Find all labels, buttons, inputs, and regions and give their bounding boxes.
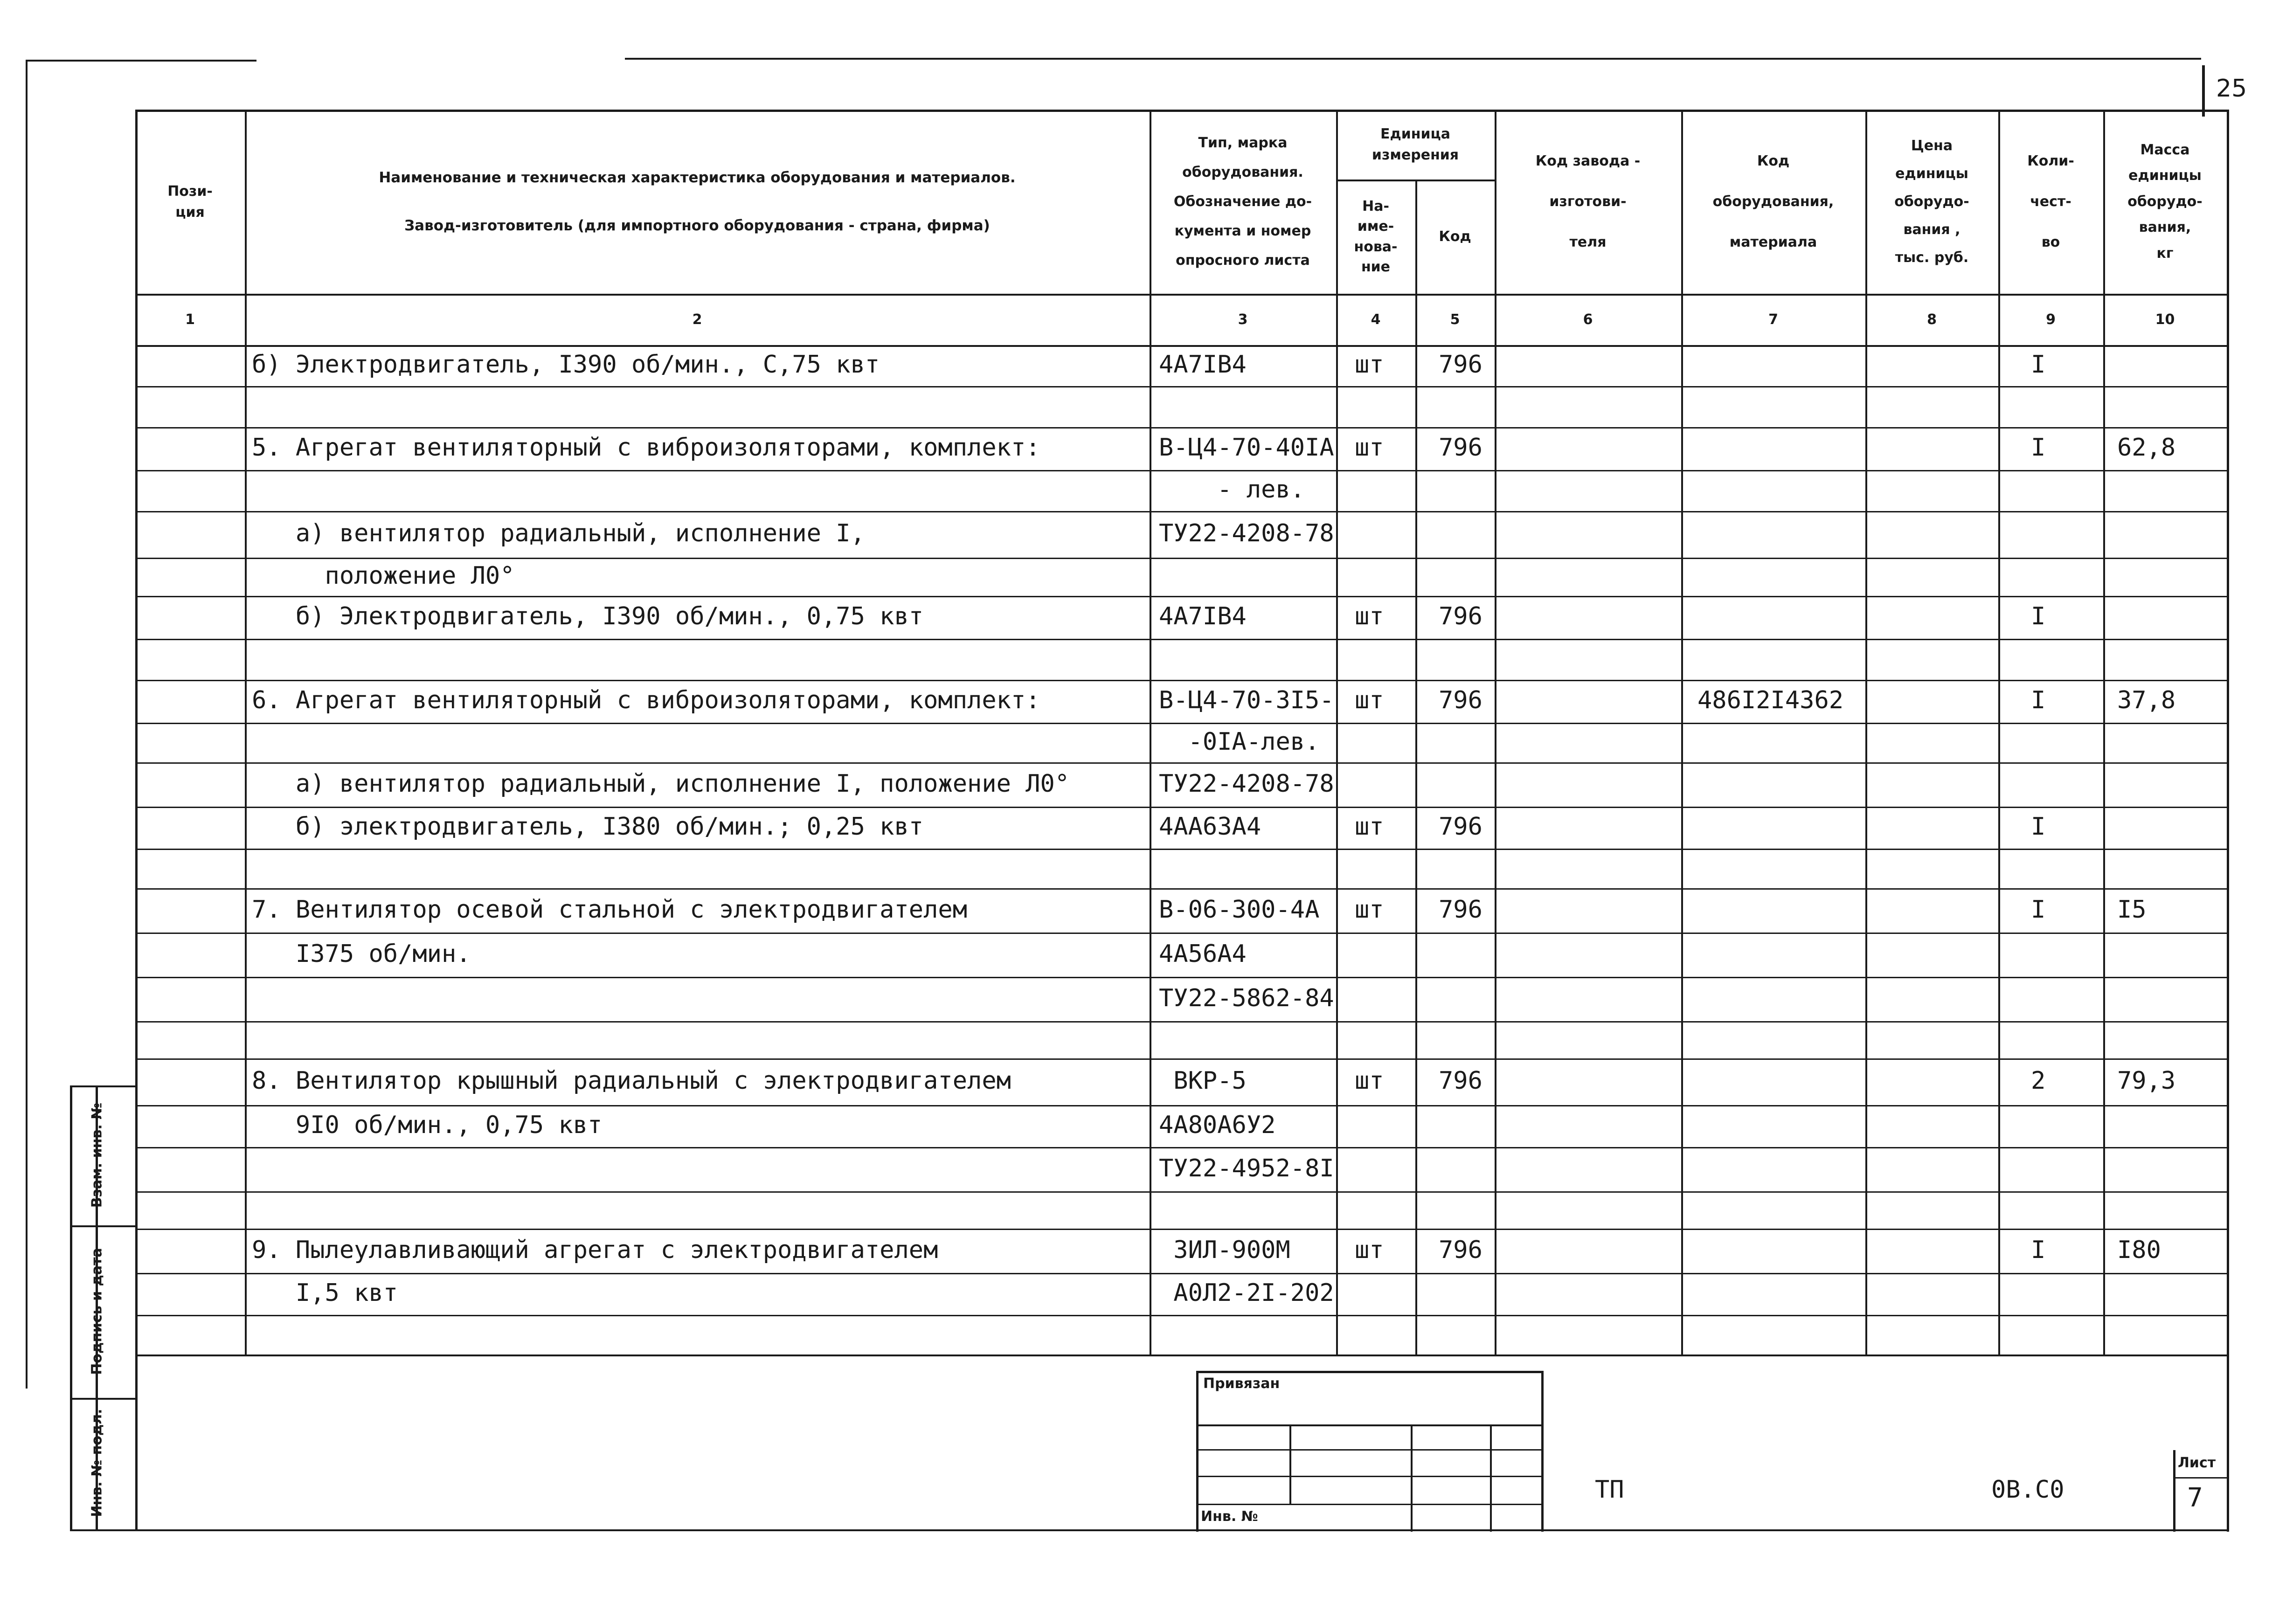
column-number: 8 [1927, 311, 1937, 328]
item-type: 4А7IВ4 [1159, 602, 1247, 630]
row-divider [135, 680, 2227, 681]
row-divider [135, 1229, 2227, 1230]
row-divider [135, 1191, 2227, 1193]
item-type: В-Ц4-70-3I5- [1159, 686, 1334, 714]
item-type: В-Ц4-70-40IА [1159, 434, 1334, 462]
item-unit-code: 796 [1439, 686, 1482, 714]
item-unit: шт [1355, 813, 1384, 841]
item-name: б) Электродвигатель, I390 об/мин., 0,75 квт [252, 602, 924, 630]
item-type: ЗИЛ-900М [1159, 1236, 1290, 1264]
title-block-right [1541, 1371, 1544, 1532]
item-unit-code: 796 [1439, 1067, 1482, 1095]
item-quantity: I [2031, 434, 2046, 462]
title-block-v1 [1289, 1424, 1291, 1505]
row-divider [135, 1147, 2227, 1148]
header-price: Цена единицы оборудо- вания , тыс. руб. [1894, 137, 1969, 266]
inv-number-label: Инв. № [1201, 1508, 1258, 1525]
item-equipment-code: 486I2I4362 [1697, 686, 1844, 714]
row-divider [135, 1058, 2227, 1060]
stamp-signature-date: Подпись и дата [89, 1248, 105, 1375]
item-name: I,5 квт [252, 1279, 398, 1307]
item-type: 4А80А6У2 [1159, 1111, 1276, 1139]
item-unit-code: 796 [1439, 434, 1482, 462]
header-mass: Масса единицы оборудо- вания, кг [2127, 141, 2203, 262]
item-type: 4АА63А4 [1159, 813, 1261, 841]
sheet-number: 7 [2187, 1483, 2203, 1513]
column-number: 1 [185, 311, 195, 328]
item-type: 4А7IВ4 [1159, 351, 1247, 379]
sheet-label: Лист [2178, 1455, 2216, 1471]
title-block-top [1196, 1371, 1544, 1373]
header-quantity: Коли- чест- во [2027, 153, 2074, 250]
row-divider [135, 1105, 2227, 1106]
item-mass: 62,8 [2117, 434, 2176, 462]
header-equipment-code: Код оборудования, материала [1712, 153, 1834, 250]
item-name: 5. Агрегат вентиляторный с виброизоляторами, комплект: [252, 434, 1040, 462]
tp-label: ТП [1595, 1476, 1624, 1504]
item-unit: шт [1355, 895, 1384, 924]
item-type: -0IА-лев. [1159, 727, 1320, 756]
item-name: 9I0 об/мин., 0,75 квт [252, 1111, 603, 1139]
page-number: 25 [2216, 75, 2247, 103]
item-type: ТУ22-4208-78 [1159, 769, 1334, 798]
column-number: 7 [1768, 311, 1778, 328]
item-type: ТУ22-5862-84 [1159, 984, 1334, 1012]
header-name: Наименование и техническая характеристика оборудования и материалов. Завод-изготовитель (для импортного оборудования - страна, фирма) [379, 169, 1016, 234]
row-divider [135, 558, 2227, 559]
item-quantity: I [2031, 813, 2046, 841]
item-quantity: I [2031, 602, 2046, 630]
column-number: 4 [1371, 311, 1381, 328]
numbers-bottom-border [135, 345, 2227, 347]
item-quantity: I [2031, 895, 2046, 924]
item-name: б) электродвигатель, I380 об/мин.; 0,25 квт [252, 813, 924, 841]
item-quantity: I [2031, 686, 2046, 714]
header-unit-group: Единица измерения [1372, 126, 1459, 163]
item-unit-code: 796 [1439, 1236, 1482, 1264]
item-name: 6. Агрегат вентиляторный с виброизоляторами, комплект: [252, 686, 1040, 714]
column-number: 3 [1238, 311, 1248, 328]
table-top-border [135, 110, 2227, 112]
row-divider [135, 723, 2227, 724]
item-name: 7. Вентилятор осевой стальной с электродвигателем [252, 895, 968, 924]
sheet-box-divider [2173, 1477, 2227, 1479]
privyazan-label: Привязан [1203, 1375, 1280, 1392]
item-unit: шт [1355, 602, 1384, 630]
row-divider [135, 1273, 2227, 1274]
page-bottom-border [135, 1529, 2227, 1531]
item-unit-code: 796 [1439, 351, 1482, 379]
item-name: I375 об/мин. [252, 940, 471, 968]
column-divider [1415, 180, 1417, 1354]
table-right-border [2227, 110, 2229, 1529]
item-unit: шт [1355, 1236, 1384, 1264]
header-type: Тип, марка оборудования. Обозначение до- кумента и номер опросного листа [1173, 135, 1312, 269]
row-divider [135, 427, 2227, 428]
column-number: 9 [2046, 311, 2056, 328]
item-name: 9. Пылеулавливающий агрегат с электродвигателем [252, 1236, 938, 1264]
header-position: Пози- ция [167, 183, 213, 221]
item-unit: шт [1355, 434, 1384, 462]
item-quantity: I [2031, 1236, 2046, 1264]
stamp-replace-inv: Взам. инв. № [89, 1102, 105, 1208]
item-mass: 37,8 [2117, 686, 2176, 714]
item-name: а) вентилятор радиальный, исполнение I, положение Л0° [252, 769, 1070, 798]
item-type: ТУ22-4952-8I [1159, 1154, 1334, 1182]
row-divider [135, 977, 2227, 978]
row-divider [135, 639, 2227, 640]
row-divider [135, 386, 2227, 387]
column-number: 10 [2155, 311, 2175, 328]
header-unit-name: На- име- нова- ние [1354, 198, 1398, 275]
row-divider [135, 1315, 2227, 1316]
document-code: 0В.С0 [1991, 1476, 2064, 1504]
sheet-box-left [2173, 1450, 2175, 1532]
item-quantity: 2 [2031, 1067, 2046, 1095]
title-block-v3 [1490, 1424, 1492, 1532]
item-mass: 79,3 [2117, 1067, 2176, 1095]
item-type: А0Л2-2I-202 [1159, 1279, 1334, 1307]
item-name: б) Электродвигатель, I390 об/мин., С,75 квт [252, 351, 880, 379]
item-unit-code: 796 [1439, 895, 1482, 924]
row-divider [135, 762, 2227, 764]
row-divider [135, 511, 2227, 512]
item-type: В-06-300-4А [1159, 895, 1320, 924]
header-unit-code: Код [1439, 228, 1471, 245]
row-divider [135, 807, 2227, 808]
item-unit: шт [1355, 686, 1384, 714]
item-type: ВКР-5 [1159, 1067, 1247, 1095]
column-number: 5 [1450, 311, 1460, 328]
row-divider [135, 933, 2227, 934]
table-body-bottom [135, 1354, 2227, 1356]
item-name: 8. Вентилятор крышный радиальный с электродвигателем [252, 1067, 1011, 1095]
item-unit-code: 796 [1439, 813, 1482, 841]
item-type: - лев. [1159, 476, 1305, 504]
title-block-left [1196, 1371, 1198, 1532]
title-block-v2 [1411, 1424, 1413, 1532]
row-divider [135, 849, 2227, 850]
stamp-inv-original: Инв. № подл. [89, 1409, 105, 1517]
item-unit-code: 796 [1439, 602, 1482, 630]
item-type: ТУ22-4208-78 [1159, 519, 1334, 547]
item-mass: I80 [2117, 1236, 2161, 1264]
row-divider [135, 1021, 2227, 1023]
row-divider [135, 888, 2227, 890]
column-number: 6 [1583, 311, 1593, 328]
item-name: а) вентилятор радиальный, исполнение I, [252, 519, 865, 547]
column-number: 2 [692, 311, 702, 328]
item-name: положение Л0° [252, 562, 515, 590]
row-divider [135, 470, 2227, 471]
row-divider [135, 596, 2227, 597]
item-quantity: I [2031, 351, 2046, 379]
item-unit: шт [1355, 351, 1384, 379]
item-unit: шт [1355, 1067, 1384, 1095]
item-type: 4А56А4 [1159, 940, 1247, 968]
header-factory-code: Код завода - изготови- теля [1535, 153, 1641, 250]
item-mass: I5 [2117, 895, 2147, 924]
